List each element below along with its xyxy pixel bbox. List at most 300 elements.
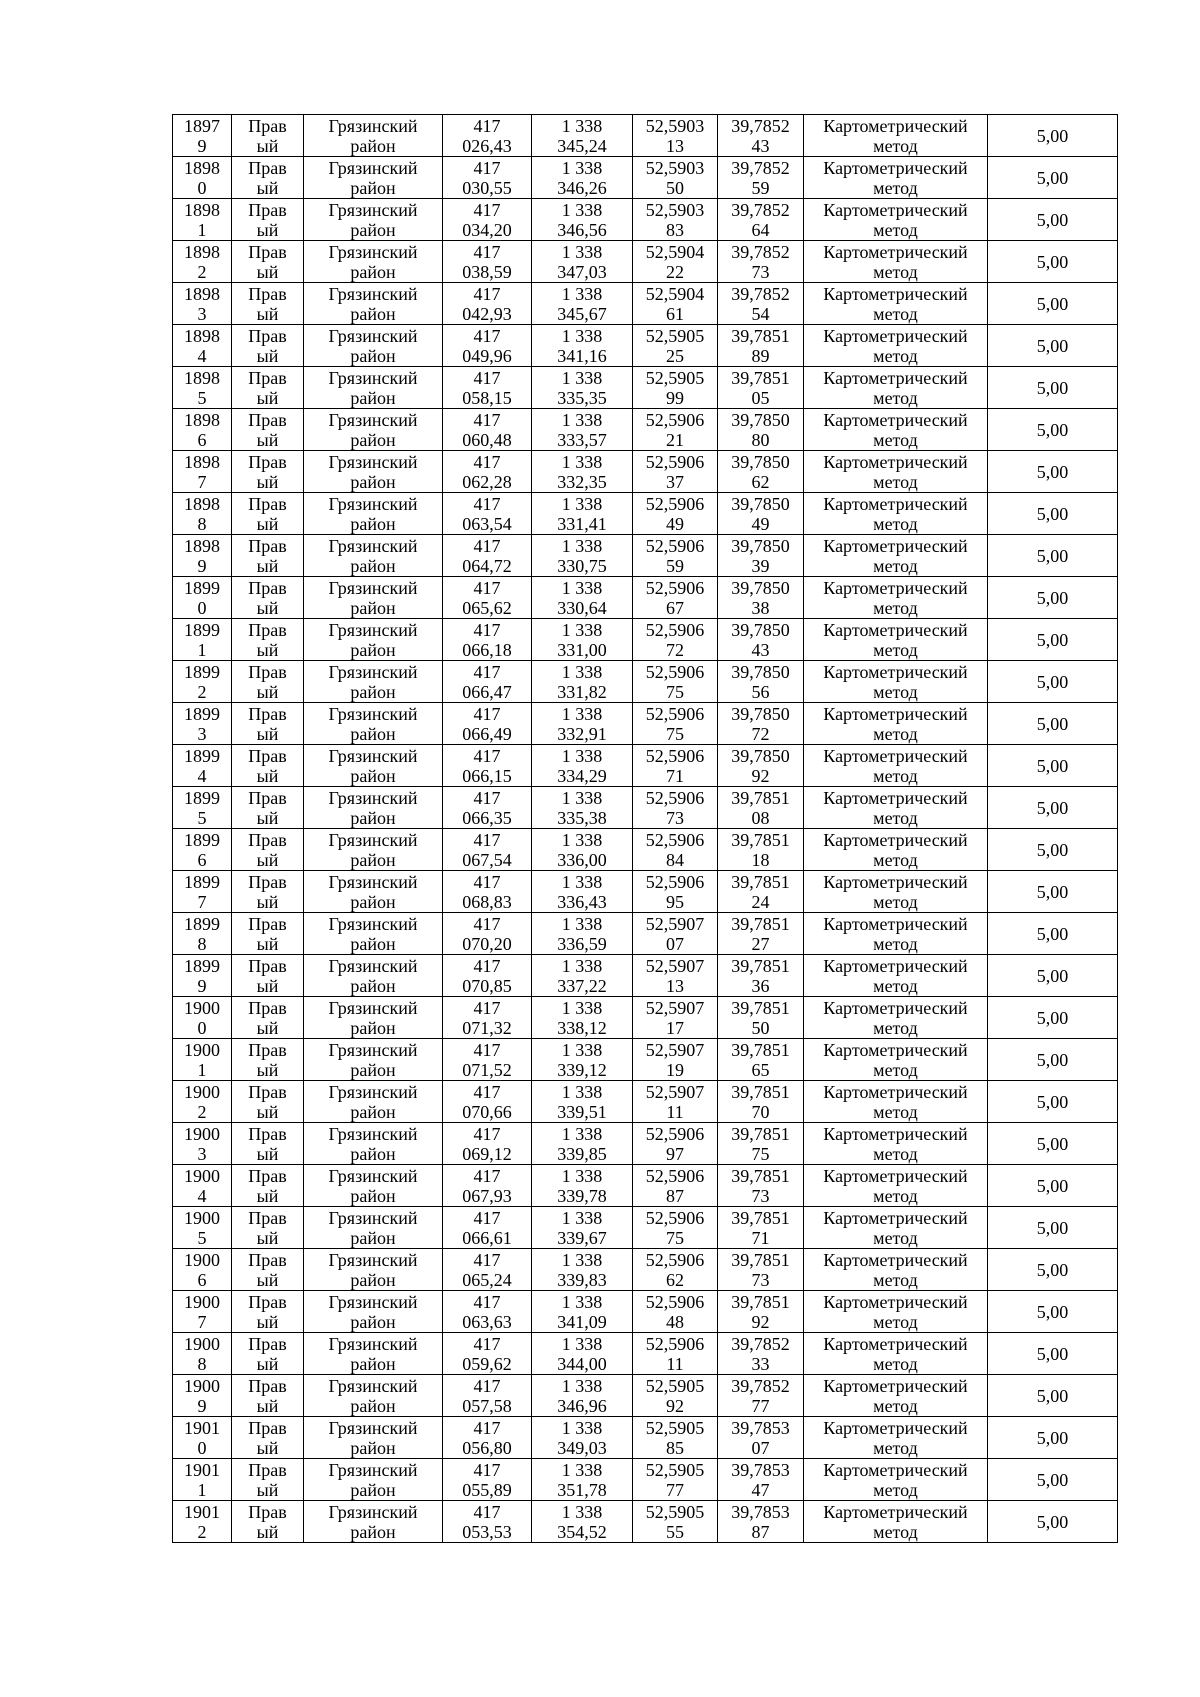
coord-y-cell [532,1207,633,1249]
district-cell-line: Грязинский [328,619,418,640]
method-cell-line: метод [873,807,918,828]
latitude-cell [633,1081,718,1123]
accuracy-cell: 5,00 [988,703,1118,745]
bank-side-cell-line: ый [256,345,279,366]
method-cell-line: Картометрический [823,1165,968,1186]
longitude-cell-line: 56 [751,681,770,702]
bank-side-cell-line: ый [256,1059,279,1080]
bank-side-cell-line: Прав [248,1417,287,1438]
coordinates-table [172,114,1118,1543]
method-cell-line: метод [873,891,918,912]
coord-x-cell-line: 417 [473,787,501,808]
coord-y-cell [532,1081,633,1123]
coord-y-cell-line: 1 338 [561,115,603,136]
point-number-cell-line: 1900 [184,1039,220,1060]
district-cell-line: район [350,1437,396,1458]
point-number-cell [173,1375,232,1417]
bank-side-cell [232,1081,304,1123]
bank-side-cell-line: Прав [248,451,287,472]
latitude-cell-line: 52,5906 [645,661,705,682]
coord-y-cell-line: 1 338 [561,577,603,598]
method-cell-line: Картометрический [823,1375,968,1396]
point-number-cell [173,1333,232,1375]
table-row [173,1039,1118,1081]
method-cell-line: метод [873,1353,918,1374]
method-cell-line: метод [873,723,918,744]
table-row [173,1165,1118,1207]
coord-x-cell-line: 067,93 [462,1185,512,1206]
bank-side-cell-line: ый [256,1269,279,1290]
bank-side-cell-line: Прав [248,1459,287,1480]
coord-y-cell-line: 336,00 [557,849,607,870]
coord-x-cell [443,1039,532,1081]
method-cell-line: Картометрический [823,913,968,934]
coord-y-cell-line: 345,67 [557,303,607,324]
coord-x-cell [443,283,532,325]
bank-side-cell-line: Прав [248,745,287,766]
coord-y-cell-line: 336,43 [557,891,607,912]
longitude-cell [718,283,804,325]
latitude-cell-line: 17 [666,1017,684,1038]
coord-y-cell-line: 339,85 [557,1143,607,1164]
accuracy-cell: 5,00 [988,1039,1118,1081]
method-cell-line: Картометрический [823,1333,968,1354]
point-number-cell [173,577,232,619]
point-number-cell [173,619,232,661]
bank-side-cell-line: Прав [248,577,287,598]
coord-x-cell-line: 417 [473,1123,501,1144]
point-number-cell-line: 4 [197,345,207,366]
coord-y-cell-line: 346,96 [557,1395,607,1416]
point-number-cell-line: 1 [197,1479,207,1500]
table-row [173,1207,1118,1249]
longitude-cell-line: 47 [751,1479,770,1500]
longitude-cell-line: 70 [751,1101,770,1122]
bank-side-cell-line: ый [256,723,279,744]
coord-y-cell [532,745,633,787]
bank-side-cell-line: ый [256,1017,279,1038]
bank-side-cell [232,1039,304,1081]
district-cell-line: Грязинский [328,1375,418,1396]
table-row [173,745,1118,787]
coord-y-cell-line: 346,56 [557,219,607,240]
table-row [173,955,1118,997]
coord-x-cell-line: 063,54 [462,513,512,534]
point-number-cell-line: 4 [197,1185,207,1206]
coord-y-cell [532,409,633,451]
latitude-cell-line: 52,5904 [645,241,705,262]
longitude-cell-line: 89 [751,345,770,366]
latitude-cell [633,829,718,871]
district-cell [304,661,443,703]
longitude-cell-line: 39,7851 [731,1291,790,1312]
bank-side-cell [232,199,304,241]
district-cell [304,1291,443,1333]
longitude-cell-line: 77 [751,1395,770,1416]
longitude-cell [718,871,804,913]
method-cell [804,1501,988,1543]
coord-y-cell-line: 341,16 [557,345,607,366]
latitude-cell-line: 25 [666,345,684,366]
longitude-cell-line: 39,7852 [731,157,790,178]
table-row [173,493,1118,535]
coord-x-cell-line: 417 [473,1165,501,1186]
longitude-cell-line: 39,7851 [731,1081,790,1102]
point-number-cell [173,451,232,493]
coord-x-cell [443,1249,532,1291]
point-number-cell-line: 1897 [184,115,220,136]
latitude-cell-line: 52,5906 [645,577,705,598]
method-cell-line: Картометрический [823,115,968,136]
district-cell-line: Грязинский [328,1039,418,1060]
longitude-cell-line: 39,7852 [731,241,790,262]
latitude-cell [633,619,718,661]
method-cell-line: Картометрический [823,703,968,724]
coord-y-cell-line: 1 338 [561,913,603,934]
coord-y-cell-line: 339,12 [557,1059,607,1080]
method-cell-line: метод [873,639,918,660]
latitude-cell [633,451,718,493]
longitude-cell [718,367,804,409]
longitude-cell-line: 39,7852 [731,1375,790,1396]
point-number-cell-line: 8 [197,1353,207,1374]
district-cell-line: Грязинский [328,1501,418,1522]
coord-y-cell-line: 1 338 [561,325,603,346]
coord-x-cell-line: 059,62 [462,1353,512,1374]
latitude-cell-line: 62 [666,1269,684,1290]
longitude-cell-line: 59 [751,177,770,198]
bank-side-cell-line: Прав [248,1123,287,1144]
latitude-cell-line: 52,5905 [645,1459,705,1480]
coord-y-cell-line: 1 338 [561,1459,603,1480]
bank-side-cell-line: ый [256,639,279,660]
method-cell-line: метод [873,765,918,786]
coord-y-cell [532,787,633,829]
latitude-cell-line: 13 [666,975,684,996]
point-number-cell-line: 3 [197,303,207,324]
coord-x-cell-line: 067,54 [462,849,512,870]
longitude-cell [718,409,804,451]
district-cell-line: район [350,765,396,786]
latitude-cell [633,283,718,325]
coord-y-cell-line: 334,29 [557,765,607,786]
method-cell-line: метод [873,975,918,996]
accuracy-cell: 5,00 [988,661,1118,703]
point-number-cell-line: 1899 [184,619,220,640]
accuracy-cell: 5,00 [988,283,1118,325]
longitude-cell-line: 39,7850 [731,661,790,682]
latitude-cell-line: 72 [666,639,684,660]
coord-x-cell-line: 417 [473,157,501,178]
coord-y-cell [532,283,633,325]
bank-side-cell [232,1123,304,1165]
table-row [173,451,1118,493]
district-cell-line: район [350,807,396,828]
latitude-cell-line: 52,5907 [645,1081,705,1102]
point-number-cell-line: 6 [197,1269,207,1290]
method-cell-line: Картометрический [823,745,968,766]
method-cell [804,535,988,577]
latitude-cell-line: 52,5907 [645,997,705,1018]
point-number-cell-line: 1 [197,639,207,660]
method-cell [804,325,988,367]
bank-side-cell [232,535,304,577]
district-cell [304,535,443,577]
longitude-cell-line: 27 [751,933,770,954]
bank-side-cell-line: ый [256,765,279,786]
district-cell-line: Грязинский [328,997,418,1018]
coord-x-cell-line: 026,43 [462,135,512,156]
coord-y-cell-line: 339,78 [557,1185,607,1206]
point-number-cell-line: 1900 [184,1375,220,1396]
longitude-cell-line: 39,7851 [731,1039,790,1060]
point-number-cell-line: 1900 [184,1207,220,1228]
bank-side-cell-line: Прав [248,1375,287,1396]
coord-x-cell-line: 049,96 [462,345,512,366]
longitude-cell [718,1501,804,1543]
accuracy-cell: 5,00 [988,787,1118,829]
coord-y-cell-line: 354,52 [557,1521,607,1542]
coord-y-cell-line: 335,35 [557,387,607,408]
method-cell-line: метод [873,135,918,156]
latitude-cell-line: 52,5906 [645,493,705,514]
coord-x-cell [443,913,532,955]
point-number-cell-line: 1900 [184,1081,220,1102]
point-number-cell [173,997,232,1039]
coord-x-cell-line: 071,32 [462,1017,512,1038]
coord-y-cell-line: 1 338 [561,241,603,262]
district-cell-line: район [350,177,396,198]
bank-side-cell-line: ый [256,1353,279,1374]
longitude-cell-line: 39,7852 [731,283,790,304]
point-number-cell-line: 2 [197,1521,207,1542]
district-cell [304,829,443,871]
method-cell [804,1123,988,1165]
bank-side-cell-line: ый [256,933,279,954]
bank-side-cell-line: ый [256,1479,279,1500]
district-cell-line: Грязинский [328,115,418,136]
point-number-cell [173,199,232,241]
coord-x-cell-line: 070,20 [462,933,512,954]
coord-y-cell-line: 1 338 [561,1123,603,1144]
longitude-cell-line: 39,7850 [731,703,790,724]
point-number-cell-line: 5 [197,807,207,828]
longitude-cell-line: 33 [751,1353,770,1374]
point-number-cell-line: 1 [197,219,207,240]
point-number-cell-line: 7 [197,471,207,492]
district-cell [304,241,443,283]
longitude-cell-line: 39,7851 [731,913,790,934]
point-number-cell [173,1501,232,1543]
coord-x-cell-line: 063,63 [462,1311,512,1332]
coord-y-cell-line: 339,83 [557,1269,607,1290]
latitude-cell [633,493,718,535]
method-cell-line: метод [873,513,918,534]
bank-side-cell-line: ый [256,387,279,408]
coord-y-cell-line: 1 338 [561,1333,603,1354]
longitude-cell-line: 50 [751,1017,770,1038]
district-cell-line: Грязинский [328,661,418,682]
latitude-cell [633,241,718,283]
table-row [173,913,1118,955]
coord-y-cell-line: 332,35 [557,471,607,492]
latitude-cell [633,997,718,1039]
method-cell [804,745,988,787]
point-number-cell-line: 1899 [184,661,220,682]
point-number-cell-line: 1899 [184,745,220,766]
method-cell-line: метод [873,1017,918,1038]
district-cell [304,745,443,787]
coord-y-cell [532,325,633,367]
latitude-cell [633,577,718,619]
accuracy-cell: 5,00 [988,367,1118,409]
district-cell [304,1039,443,1081]
point-number-cell-line: 1901 [184,1501,220,1522]
latitude-cell-line: 11 [666,1101,684,1122]
longitude-cell [718,1039,804,1081]
bank-side-cell-line: ый [256,1437,279,1458]
district-cell [304,1249,443,1291]
coord-y-cell-line: 1 338 [561,157,603,178]
method-cell [804,157,988,199]
district-cell-line: Грязинский [328,1291,418,1312]
point-number-cell [173,1417,232,1459]
point-number-cell [173,703,232,745]
method-cell-line: Картометрический [823,829,968,850]
point-number-cell [173,871,232,913]
district-cell-line: Грязинский [328,451,418,472]
latitude-cell [633,955,718,997]
latitude-cell-line: 87 [666,1185,684,1206]
point-number-cell-line: 1898 [184,535,220,556]
coord-x-cell [443,1501,532,1543]
longitude-cell-line: 08 [751,807,770,828]
point-number-cell-line: 7 [197,891,207,912]
latitude-cell-line: 59 [666,555,684,576]
table-row [173,787,1118,829]
method-cell [804,1249,988,1291]
coord-y-cell-line: 1 338 [561,745,603,766]
point-number-cell-line: 1898 [184,283,220,304]
coord-y-cell-line: 1 338 [561,703,603,724]
point-number-cell-line: 1898 [184,367,220,388]
coord-x-cell [443,1375,532,1417]
point-number-cell-line: 1898 [184,325,220,346]
method-cell [804,283,988,325]
method-cell [804,1081,988,1123]
point-number-cell [173,955,232,997]
coord-x-cell-line: 417 [473,409,501,430]
coord-x-cell-line: 417 [473,955,501,976]
coord-y-cell-line: 1 338 [561,619,603,640]
coord-y-cell [532,1501,633,1543]
latitude-cell [633,1039,718,1081]
longitude-cell [718,1123,804,1165]
coord-x-cell-line: 417 [473,1039,501,1060]
coord-x-cell [443,577,532,619]
table-row [173,115,1118,157]
bank-side-cell-line: Прав [248,283,287,304]
method-cell [804,577,988,619]
district-cell-line: район [350,471,396,492]
coord-y-cell-line: 336,59 [557,933,607,954]
latitude-cell-line: 48 [666,1311,684,1332]
bank-side-cell-line: ый [256,177,279,198]
coord-x-cell-line: 417 [473,1333,501,1354]
coord-y-cell [532,535,633,577]
coord-y-cell-line: 1 338 [561,409,603,430]
method-cell-line: метод [873,1101,918,1122]
point-number-cell-line: 0 [197,1017,207,1038]
bank-side-cell [232,1207,304,1249]
coord-y-cell-line: 1 338 [561,1249,603,1270]
longitude-cell [718,913,804,955]
coord-y-cell-line: 333,57 [557,429,607,450]
bank-side-cell [232,1459,304,1501]
bank-side-cell-line: Прав [248,325,287,346]
coord-x-cell-line: 417 [473,1081,501,1102]
longitude-cell-line: 36 [751,975,770,996]
bank-side-cell [232,829,304,871]
coord-y-cell-line: 1 338 [561,1081,603,1102]
bank-side-cell-line: Прав [248,703,287,724]
coord-x-cell [443,871,532,913]
longitude-cell [718,1459,804,1501]
accuracy-cell: 5,00 [988,577,1118,619]
coord-x-cell-line: 417 [473,199,501,220]
coord-y-cell-line: 335,38 [557,807,607,828]
bank-side-cell-line: Прав [248,157,287,178]
longitude-cell [718,1249,804,1291]
method-cell [804,1333,988,1375]
longitude-cell [718,1081,804,1123]
coord-y-cell-line: 347,03 [557,261,607,282]
latitude-cell-line: 52,5903 [645,199,705,220]
coord-x-cell-line: 417 [473,871,501,892]
longitude-cell-line: 92 [751,765,770,786]
coord-y-cell-line: 1 338 [561,1207,603,1228]
district-cell [304,955,443,997]
point-number-cell-line: 1900 [184,1333,220,1354]
point-number-cell-line: 1900 [184,1249,220,1270]
point-number-cell-line: 1900 [184,1123,220,1144]
point-number-cell [173,241,232,283]
coord-x-cell [443,1081,532,1123]
method-cell-line: Картометрический [823,199,968,220]
bank-side-cell-line: Прав [248,1291,287,1312]
latitude-cell-line: 52,5907 [645,1039,705,1060]
table-row [173,367,1118,409]
coord-x-cell [443,367,532,409]
bank-side-cell [232,493,304,535]
latitude-cell-line: 52,5905 [645,1417,705,1438]
method-cell [804,829,988,871]
bank-side-cell-line: ый [256,891,279,912]
latitude-cell-line: 52,5905 [645,1375,705,1396]
longitude-cell-line: 39,7853 [731,1417,790,1438]
coord-y-cell-line: 1 338 [561,661,603,682]
coord-y-cell [532,1249,633,1291]
point-number-cell [173,1039,232,1081]
coord-x-cell-line: 417 [473,325,501,346]
longitude-cell [718,745,804,787]
table-row [173,997,1118,1039]
method-cell-line: Картометрический [823,493,968,514]
coord-x-cell-line: 066,18 [462,639,512,660]
coord-x-cell [443,703,532,745]
district-cell-line: Грязинский [328,1459,418,1480]
coord-y-cell [532,1291,633,1333]
